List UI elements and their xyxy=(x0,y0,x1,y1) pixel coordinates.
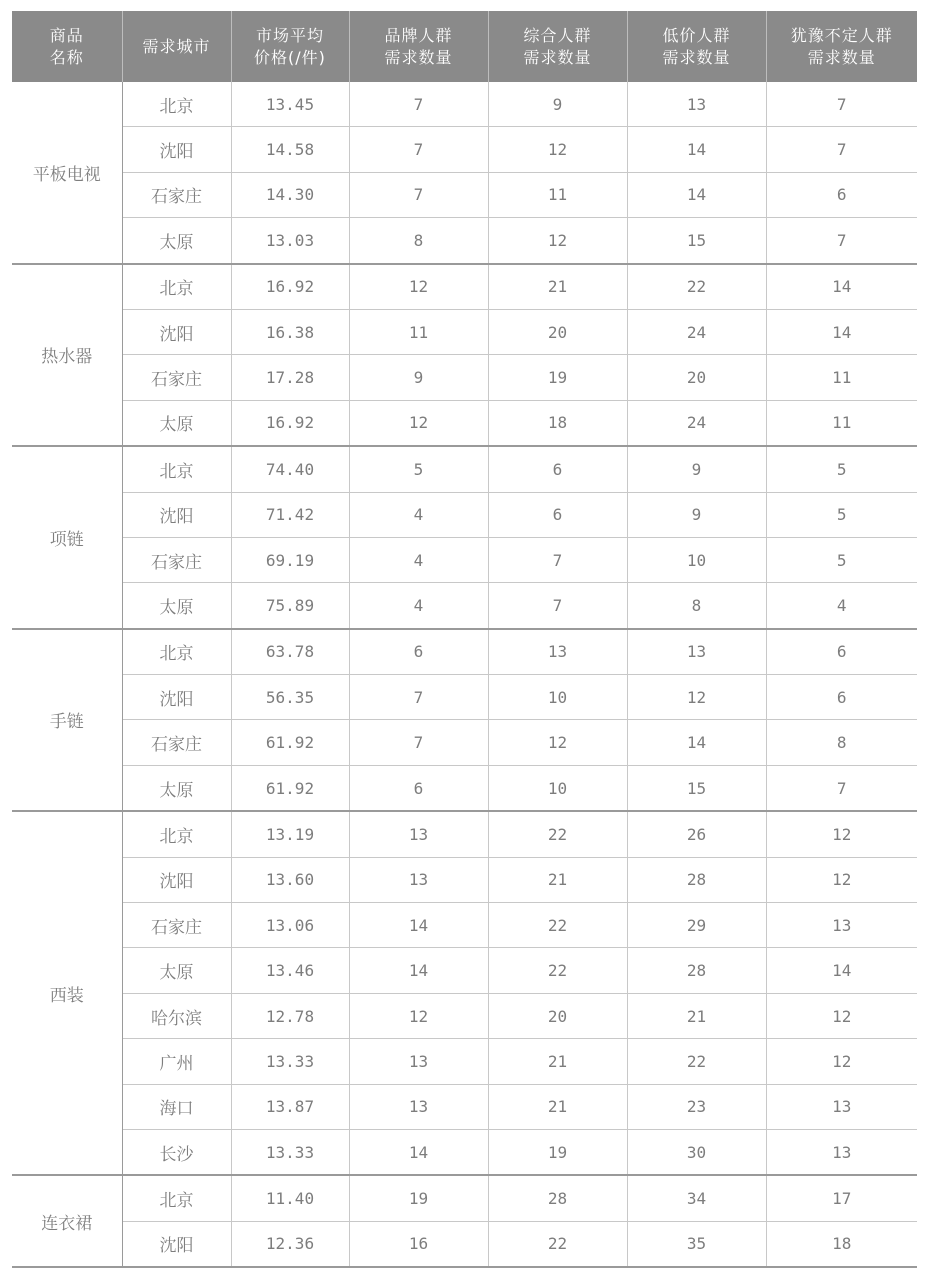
table-row xyxy=(12,1129,917,1175)
cell-avg-price: 13.03 xyxy=(231,218,349,264)
cell-general-demand: 7 xyxy=(488,537,627,582)
cell-lowprice-demand: 29 xyxy=(627,903,766,948)
cell-brand-demand: 11 xyxy=(349,309,488,354)
cell-lowprice-demand: 13 xyxy=(627,82,766,127)
cell-city: 北京 xyxy=(122,1175,231,1221)
table-row xyxy=(12,857,917,902)
cell-brand-demand: 14 xyxy=(349,948,488,993)
cell-lowprice-demand: 22 xyxy=(627,1039,766,1084)
cell-general-demand: 21 xyxy=(488,264,627,310)
table-row xyxy=(12,903,917,948)
cell-city: 石家庄 xyxy=(122,720,231,765)
cell-hesitant-demand: 8 xyxy=(766,720,917,765)
cell-general-demand: 20 xyxy=(488,993,627,1038)
cell-hesitant-demand: 7 xyxy=(766,127,917,172)
cell-hesitant-demand: 13 xyxy=(766,1084,917,1129)
table-row xyxy=(12,948,917,993)
table-row xyxy=(12,537,917,582)
cell-city: 沈阳 xyxy=(122,675,231,720)
header-product-name xyxy=(12,11,122,82)
cell-hesitant-demand: 17 xyxy=(766,1175,917,1221)
header-line: 需求数量 xyxy=(523,47,592,67)
table-row xyxy=(12,82,917,127)
cell-lowprice-demand: 14 xyxy=(627,720,766,765)
cell-hesitant-demand: 6 xyxy=(766,675,917,720)
cell-general-demand: 13 xyxy=(488,629,627,675)
cell-general-demand: 19 xyxy=(488,355,627,400)
cell-city: 太原 xyxy=(122,765,231,811)
header-hesitant-demand xyxy=(766,11,917,82)
cell-hesitant-demand: 12 xyxy=(766,1039,917,1084)
cell-general-demand: 28 xyxy=(488,1175,627,1221)
cell-avg-price: 13.06 xyxy=(231,903,349,948)
cell-city: 沈阳 xyxy=(122,1221,231,1267)
cell-avg-price: 13.19 xyxy=(231,811,349,857)
header-line: 犹豫不定人群 xyxy=(790,25,893,45)
cell-avg-price: 13.45 xyxy=(231,82,349,127)
cell-avg-price: 16.92 xyxy=(231,400,349,446)
cell-avg-price: 12.36 xyxy=(231,1221,349,1267)
cell-brand-demand: 13 xyxy=(349,857,488,902)
cell-hesitant-demand: 5 xyxy=(766,446,917,492)
cell-brand-demand: 12 xyxy=(349,264,488,310)
header-line: 市场平均 xyxy=(255,25,324,45)
cell-city: 北京 xyxy=(122,629,231,675)
cell-brand-demand: 9 xyxy=(349,355,488,400)
cell-hesitant-demand: 11 xyxy=(766,400,917,446)
table-row xyxy=(12,492,917,537)
cell-avg-price: 61.92 xyxy=(231,765,349,811)
cell-city: 北京 xyxy=(122,82,231,127)
cell-lowprice-demand: 21 xyxy=(627,993,766,1038)
cell-general-demand: 7 xyxy=(488,583,627,629)
header-line: 名称 xyxy=(49,47,84,67)
cell-hesitant-demand: 7 xyxy=(766,82,917,127)
cell-product-name: 西装 xyxy=(12,811,122,1175)
cell-brand-demand: 7 xyxy=(349,172,488,217)
cell-lowprice-demand: 8 xyxy=(627,583,766,629)
cell-lowprice-demand: 24 xyxy=(627,309,766,354)
cell-lowprice-demand: 22 xyxy=(627,264,766,310)
cell-brand-demand: 16 xyxy=(349,1221,488,1267)
header-city xyxy=(122,11,231,82)
header-line: 需求数量 xyxy=(807,47,876,67)
table-row xyxy=(12,1221,917,1267)
cell-city: 北京 xyxy=(122,811,231,857)
cell-city: 北京 xyxy=(122,446,231,492)
cell-brand-demand: 6 xyxy=(349,629,488,675)
cell-general-demand: 22 xyxy=(488,903,627,948)
header-line: 需求数量 xyxy=(662,47,731,67)
cell-lowprice-demand: 28 xyxy=(627,857,766,902)
table-row xyxy=(12,127,917,172)
cell-city: 海口 xyxy=(122,1084,231,1129)
cell-hesitant-demand: 14 xyxy=(766,948,917,993)
cell-hesitant-demand: 14 xyxy=(766,264,917,310)
cell-brand-demand: 7 xyxy=(349,720,488,765)
cell-brand-demand: 14 xyxy=(349,1129,488,1175)
table-row xyxy=(12,1039,917,1084)
cell-lowprice-demand: 26 xyxy=(627,811,766,857)
cell-general-demand: 21 xyxy=(488,1039,627,1084)
cell-avg-price: 75.89 xyxy=(231,583,349,629)
cell-lowprice-demand: 24 xyxy=(627,400,766,446)
header-row xyxy=(12,11,917,82)
table-row xyxy=(12,765,917,811)
cell-product-name: 连衣裙 xyxy=(12,1175,122,1267)
cell-hesitant-demand: 6 xyxy=(766,629,917,675)
table-row xyxy=(12,264,917,310)
cell-general-demand: 19 xyxy=(488,1129,627,1175)
cell-brand-demand: 7 xyxy=(349,675,488,720)
cell-hesitant-demand: 18 xyxy=(766,1221,917,1267)
cell-brand-demand: 7 xyxy=(349,127,488,172)
cell-city: 太原 xyxy=(122,948,231,993)
cell-city: 石家庄 xyxy=(122,903,231,948)
cell-general-demand: 10 xyxy=(488,765,627,811)
header-line: 综合人群 xyxy=(523,25,592,45)
cell-brand-demand: 12 xyxy=(349,993,488,1038)
header-line: 需求城市 xyxy=(142,36,211,56)
cell-hesitant-demand: 7 xyxy=(766,218,917,264)
cell-general-demand: 12 xyxy=(488,720,627,765)
cell-brand-demand: 12 xyxy=(349,400,488,446)
cell-avg-price: 16.92 xyxy=(231,264,349,310)
cell-hesitant-demand: 4 xyxy=(766,583,917,629)
cell-lowprice-demand: 14 xyxy=(627,127,766,172)
cell-city: 太原 xyxy=(122,400,231,446)
cell-brand-demand: 13 xyxy=(349,1039,488,1084)
cell-city: 石家庄 xyxy=(122,355,231,400)
header-line: 价格(/件) xyxy=(254,47,326,67)
cell-brand-demand: 6 xyxy=(349,765,488,811)
header-line: 需求数量 xyxy=(384,47,453,67)
cell-city: 石家庄 xyxy=(122,172,231,217)
cell-brand-demand: 14 xyxy=(349,903,488,948)
cell-brand-demand: 5 xyxy=(349,446,488,492)
cell-general-demand: 12 xyxy=(488,127,627,172)
cell-avg-price: 13.33 xyxy=(231,1039,349,1084)
cell-product-name: 平板电视 xyxy=(12,82,122,264)
cell-product-name: 热水器 xyxy=(12,264,122,447)
cell-city: 太原 xyxy=(122,218,231,264)
cell-brand-demand: 13 xyxy=(349,811,488,857)
cell-city: 哈尔滨 xyxy=(122,993,231,1038)
cell-avg-price: 13.33 xyxy=(231,1129,349,1175)
cell-general-demand: 21 xyxy=(488,857,627,902)
cell-general-demand: 22 xyxy=(488,811,627,857)
header-line: 品牌人群 xyxy=(384,25,453,45)
cell-brand-demand: 4 xyxy=(349,537,488,582)
cell-brand-demand: 4 xyxy=(349,492,488,537)
cell-avg-price: 71.42 xyxy=(231,492,349,537)
header-line: 低价人群 xyxy=(662,25,731,45)
table-row xyxy=(12,993,917,1038)
table-row xyxy=(12,218,917,264)
cell-lowprice-demand: 20 xyxy=(627,355,766,400)
cell-avg-price: 17.28 xyxy=(231,355,349,400)
cell-city: 太原 xyxy=(122,583,231,629)
table-row xyxy=(12,811,917,857)
cell-brand-demand: 7 xyxy=(349,82,488,127)
cell-brand-demand: 8 xyxy=(349,218,488,264)
cell-general-demand: 22 xyxy=(488,948,627,993)
demand-table-container xyxy=(12,11,917,1268)
cell-avg-price: 12.78 xyxy=(231,993,349,1038)
cell-hesitant-demand: 6 xyxy=(766,172,917,217)
cell-avg-price: 14.30 xyxy=(231,172,349,217)
table-header xyxy=(12,11,917,82)
cell-hesitant-demand: 7 xyxy=(766,765,917,811)
cell-city: 沈阳 xyxy=(122,127,231,172)
header-lowprice-demand xyxy=(627,11,766,82)
cell-general-demand: 9 xyxy=(488,82,627,127)
cell-general-demand: 12 xyxy=(488,218,627,264)
table-row xyxy=(12,629,917,675)
cell-avg-price: 13.60 xyxy=(231,857,349,902)
cell-general-demand: 10 xyxy=(488,675,627,720)
table-row xyxy=(12,446,917,492)
table-row xyxy=(12,1084,917,1129)
cell-city: 北京 xyxy=(122,264,231,310)
cell-lowprice-demand: 23 xyxy=(627,1084,766,1129)
cell-lowprice-demand: 15 xyxy=(627,765,766,811)
cell-brand-demand: 4 xyxy=(349,583,488,629)
cell-general-demand: 21 xyxy=(488,1084,627,1129)
cell-general-demand: 11 xyxy=(488,172,627,217)
cell-hesitant-demand: 12 xyxy=(766,993,917,1038)
demand-table xyxy=(12,11,917,1268)
cell-lowprice-demand: 15 xyxy=(627,218,766,264)
cell-avg-price: 69.19 xyxy=(231,537,349,582)
cell-avg-price: 56.35 xyxy=(231,675,349,720)
cell-avg-price: 63.78 xyxy=(231,629,349,675)
cell-avg-price: 74.40 xyxy=(231,446,349,492)
cell-city: 长沙 xyxy=(122,1129,231,1175)
table-body xyxy=(12,82,917,1267)
cell-brand-demand: 19 xyxy=(349,1175,488,1221)
cell-general-demand: 6 xyxy=(488,492,627,537)
cell-avg-price: 11.40 xyxy=(231,1175,349,1221)
cell-hesitant-demand: 11 xyxy=(766,355,917,400)
header-general-demand xyxy=(488,11,627,82)
table-row xyxy=(12,400,917,446)
cell-brand-demand: 13 xyxy=(349,1084,488,1129)
table-row xyxy=(12,355,917,400)
cell-hesitant-demand: 13 xyxy=(766,903,917,948)
cell-city: 沈阳 xyxy=(122,857,231,902)
cell-avg-price: 14.58 xyxy=(231,127,349,172)
table-row xyxy=(12,172,917,217)
header-avg-price xyxy=(231,11,349,82)
cell-lowprice-demand: 9 xyxy=(627,446,766,492)
cell-hesitant-demand: 14 xyxy=(766,309,917,354)
cell-product-name: 手链 xyxy=(12,629,122,812)
cell-hesitant-demand: 12 xyxy=(766,857,917,902)
cell-product-name: 项链 xyxy=(12,446,122,629)
cell-hesitant-demand: 5 xyxy=(766,537,917,582)
cell-general-demand: 6 xyxy=(488,446,627,492)
cell-avg-price: 16.38 xyxy=(231,309,349,354)
table-row xyxy=(12,309,917,354)
table-row xyxy=(12,583,917,629)
cell-avg-price: 13.46 xyxy=(231,948,349,993)
header-brand-demand xyxy=(349,11,488,82)
cell-avg-price: 61.92 xyxy=(231,720,349,765)
cell-city: 沈阳 xyxy=(122,492,231,537)
cell-lowprice-demand: 30 xyxy=(627,1129,766,1175)
header-line: 商品 xyxy=(49,25,84,45)
cell-general-demand: 22 xyxy=(488,1221,627,1267)
table-row xyxy=(12,675,917,720)
cell-lowprice-demand: 10 xyxy=(627,537,766,582)
cell-lowprice-demand: 34 xyxy=(627,1175,766,1221)
cell-hesitant-demand: 5 xyxy=(766,492,917,537)
cell-lowprice-demand: 28 xyxy=(627,948,766,993)
cell-hesitant-demand: 13 xyxy=(766,1129,917,1175)
cell-lowprice-demand: 9 xyxy=(627,492,766,537)
cell-city: 沈阳 xyxy=(122,309,231,354)
cell-lowprice-demand: 14 xyxy=(627,172,766,217)
cell-general-demand: 20 xyxy=(488,309,627,354)
cell-city: 广州 xyxy=(122,1039,231,1084)
cell-lowprice-demand: 35 xyxy=(627,1221,766,1267)
table-row xyxy=(12,720,917,765)
cell-lowprice-demand: 13 xyxy=(627,629,766,675)
cell-general-demand: 18 xyxy=(488,400,627,446)
table-row xyxy=(12,1175,917,1221)
cell-hesitant-demand: 12 xyxy=(766,811,917,857)
cell-city: 石家庄 xyxy=(122,537,231,582)
cell-avg-price: 13.87 xyxy=(231,1084,349,1129)
cell-lowprice-demand: 12 xyxy=(627,675,766,720)
